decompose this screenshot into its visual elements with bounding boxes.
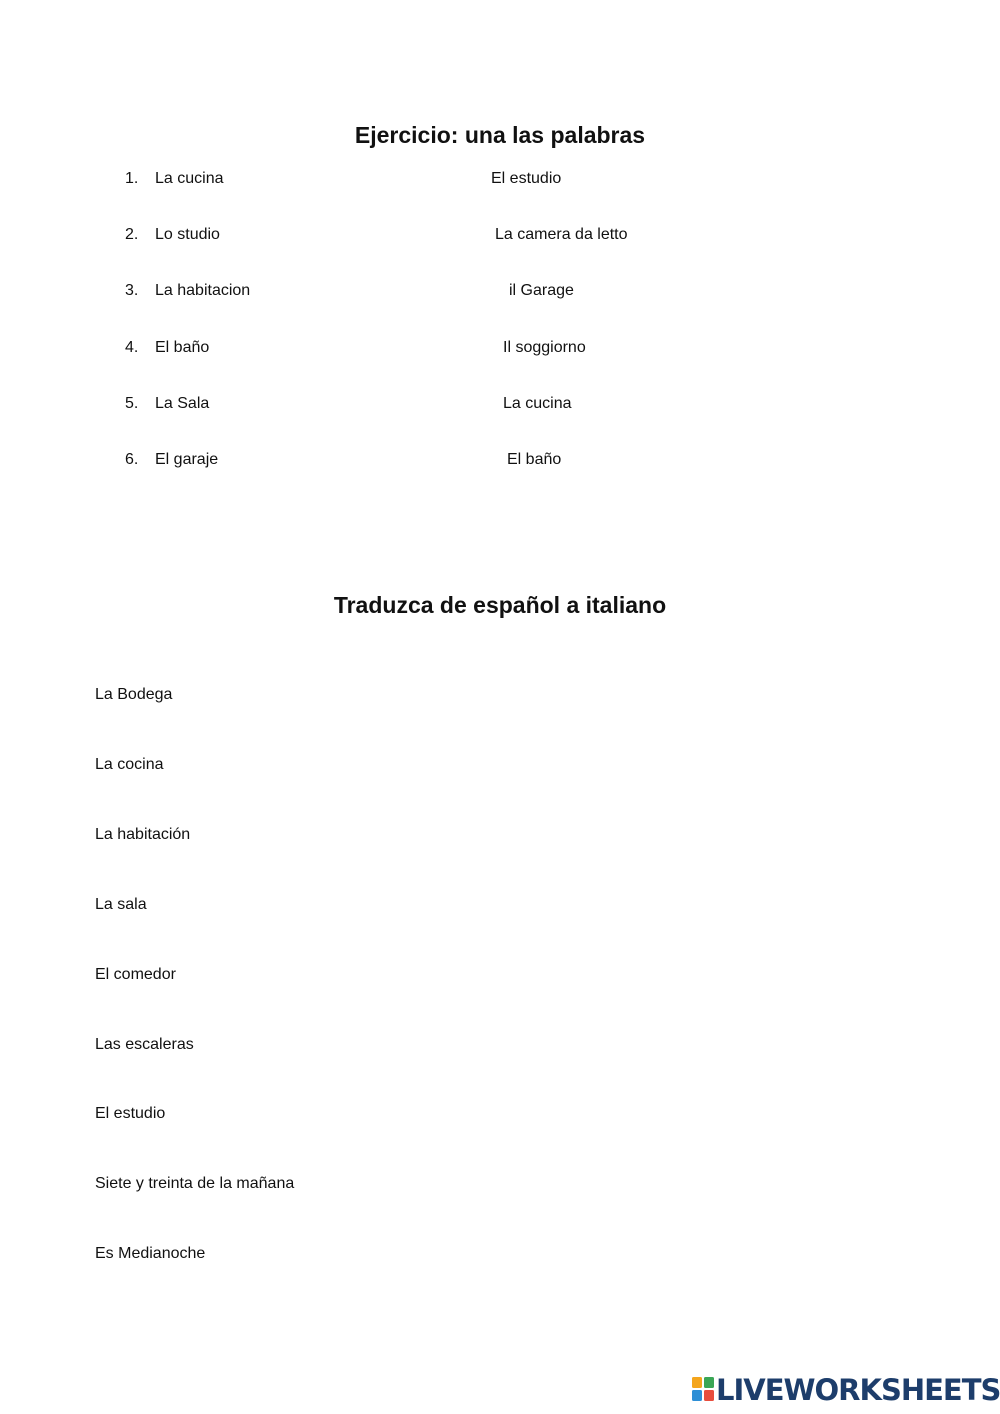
match-row: [0, 170, 1000, 194]
item-number: 5.: [125, 395, 139, 412]
item-number: 2.: [125, 226, 139, 243]
translation-item: Las escaleras: [95, 1036, 194, 1053]
spanish-word: El garaje: [155, 451, 219, 468]
translation-item: Es Medianoche: [95, 1245, 206, 1262]
match-row: [0, 226, 1000, 250]
item-number: 6.: [125, 451, 139, 468]
match-row: [0, 339, 1000, 363]
spanish-word: Lo studio: [155, 226, 220, 243]
item-number: 3.: [125, 282, 139, 299]
match-row: [0, 395, 1000, 419]
logo-wordmark: LIVEWORKSHEETS: [716, 1373, 1000, 1407]
italian-word: La camera da letto: [495, 226, 628, 243]
spanish-word: La Sala: [155, 395, 210, 412]
spanish-word: La cucina: [155, 170, 224, 187]
spanish-word: La habitacion: [155, 282, 251, 299]
translation-title: Traduzca de español a italiano: [333, 592, 667, 618]
italian-word: il Garage: [509, 282, 574, 299]
item-number: 1.: [125, 170, 139, 187]
italian-word: El estudio: [491, 170, 562, 187]
liveworksheets-logo: [692, 1373, 1000, 1407]
item-number: 4.: [125, 339, 139, 356]
exercise-title: Ejercicio: una las palabras: [354, 122, 646, 148]
translation-item: La cocina: [95, 756, 164, 773]
translation-item: Siete y treinta de la mañana: [95, 1175, 295, 1192]
translation-item: El estudio: [95, 1105, 166, 1122]
translation-item: La sala: [95, 896, 147, 913]
translation-item: La habitación: [95, 826, 191, 843]
match-row: [0, 282, 1000, 306]
spanish-word: El baño: [155, 339, 210, 356]
italian-word: Il soggiorno: [503, 339, 586, 356]
translation-item: La Bodega: [95, 686, 173, 703]
liveworksheets-logo-icon: [692, 1377, 714, 1401]
italian-word: El baño: [507, 451, 562, 468]
translation-item: El comedor: [95, 966, 176, 983]
match-row: [0, 451, 1000, 475]
italian-word: La cucina: [503, 395, 572, 412]
